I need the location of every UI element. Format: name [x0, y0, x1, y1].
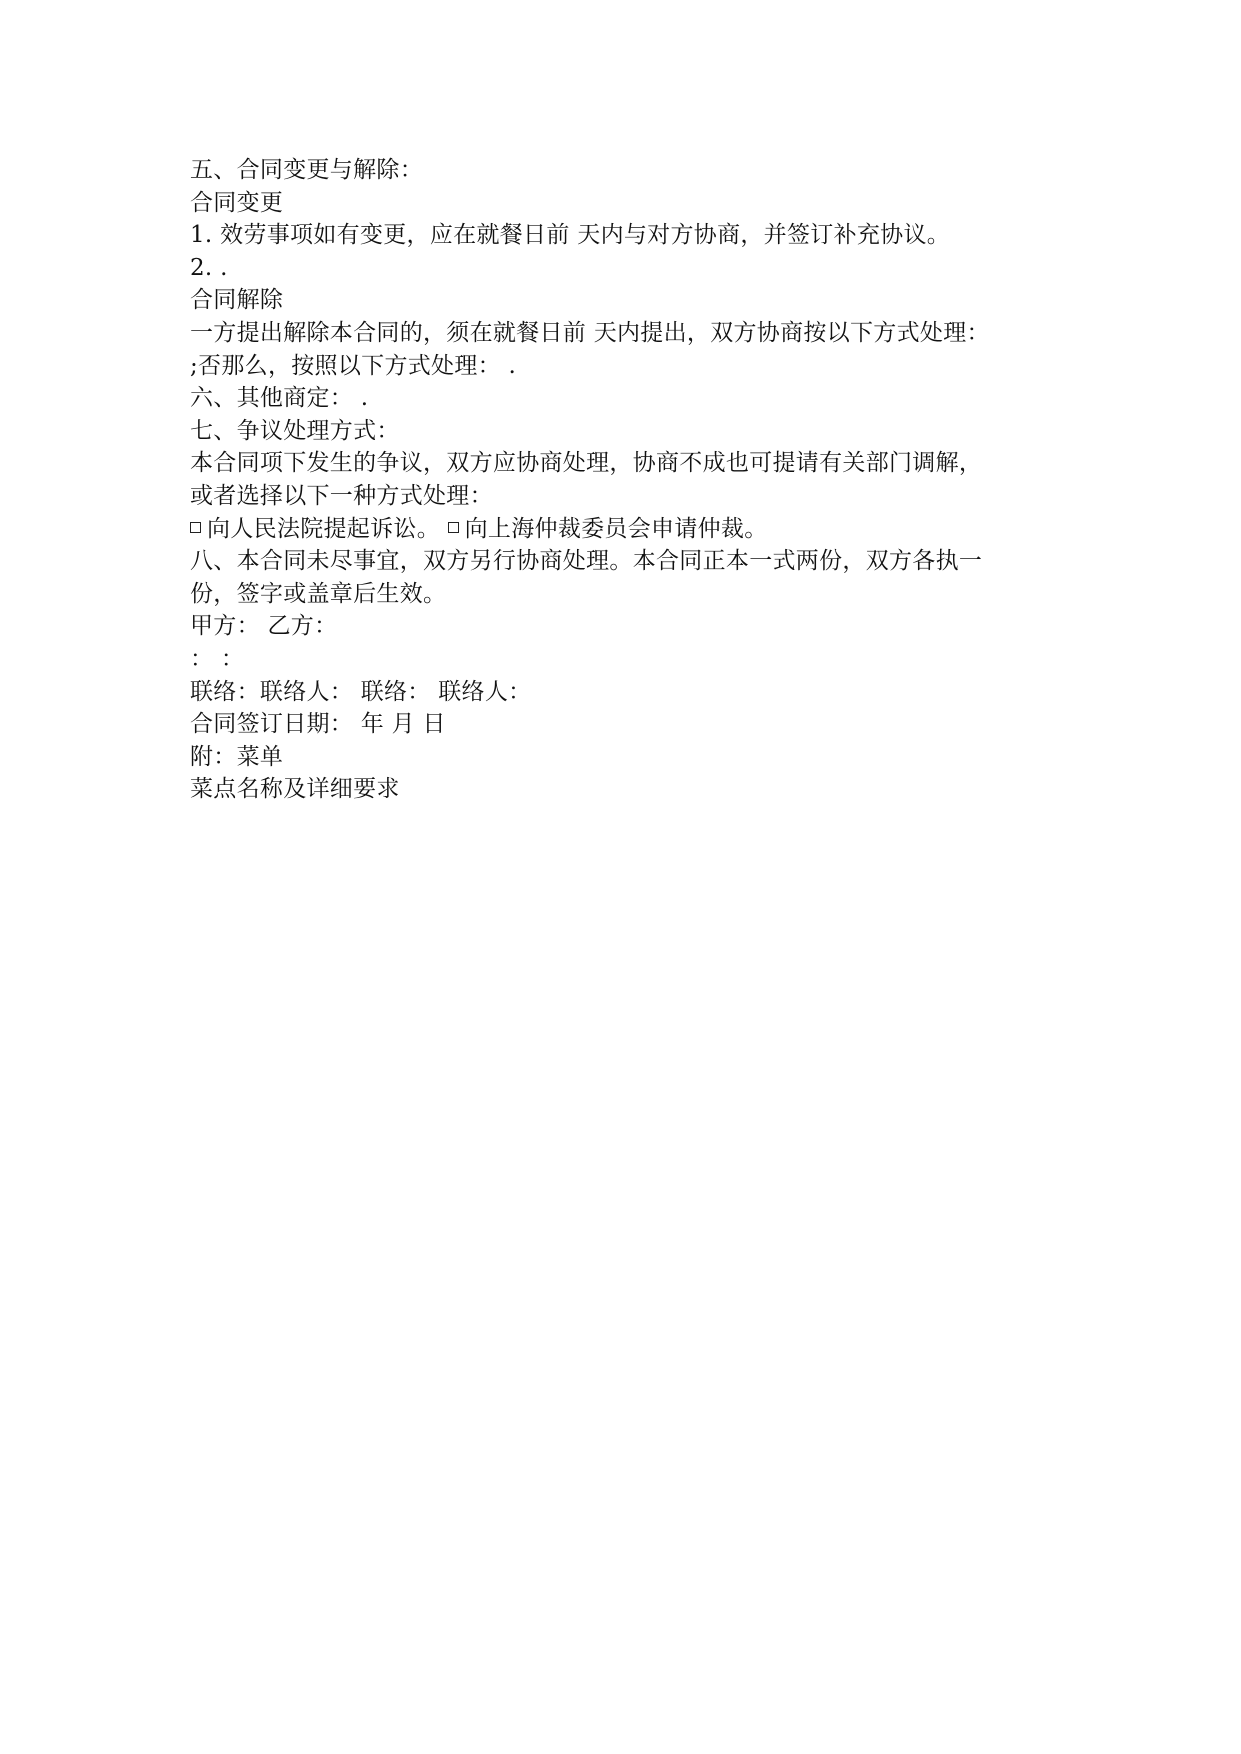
clause-termination-2: ;否那么，按照以下方式处理： .: [190, 352, 517, 379]
menu-items-heading: 菜点名称及详细要求: [190, 776, 400, 803]
section-heading-other-agreements: 六、其他商定： .: [190, 385, 369, 412]
contact-labels: 联络：联络人： 联络： 联络人：: [190, 678, 532, 705]
attachment-menu: 附：菜单: [190, 743, 284, 770]
section-heading-miscellaneous-line-1: 八、本合同未尽事宜，双方另行协商处理。本合同正本一式两份，双方各执一: [190, 548, 983, 575]
checkbox-arbitration[interactable]: [448, 522, 459, 533]
clause-change-2: 2. .: [190, 254, 228, 281]
option-litigation-label: 向人民法院提起诉讼。: [207, 515, 440, 542]
clause-termination-1: 一方提出解除本合同的，须在就餐日前 天内提出，双方协商按以下方式处理：: [190, 319, 990, 346]
section-heading-dispute-resolution: 七、争议处理方式：: [190, 417, 400, 444]
dispute-text-line-2: 或者选择以下一种方式处理：: [190, 482, 493, 509]
subheading-contract-change: 合同变更: [190, 189, 284, 216]
clause-change-1: 1. 效劳事项如有变更，应在就餐日前 天内与对方协商，并签订补充协议。: [190, 222, 951, 249]
dispute-options: [190, 513, 1070, 546]
subheading-contract-termination: 合同解除: [190, 287, 284, 314]
section-heading-miscellaneous-line-2: 份，签字或盖章后生效。: [190, 580, 447, 607]
document-body: [190, 154, 1070, 806]
party-colons: ： ：: [190, 645, 245, 672]
dispute-text-line-1: 本合同项下发生的争议，双方应协商处理，协商不成也可提请有关部门调解，: [190, 450, 983, 477]
option-arbitration-label: 向上海仲裁委员会申请仲裁。: [464, 515, 768, 542]
section-heading-contract-change-termination: 五、合同变更与解除：: [190, 157, 423, 183]
party-labels: 甲方： 乙方：: [190, 613, 338, 640]
checkbox-litigation[interactable]: [190, 522, 201, 533]
signing-date: 合同签订日期： 年 月 日: [190, 711, 446, 738]
